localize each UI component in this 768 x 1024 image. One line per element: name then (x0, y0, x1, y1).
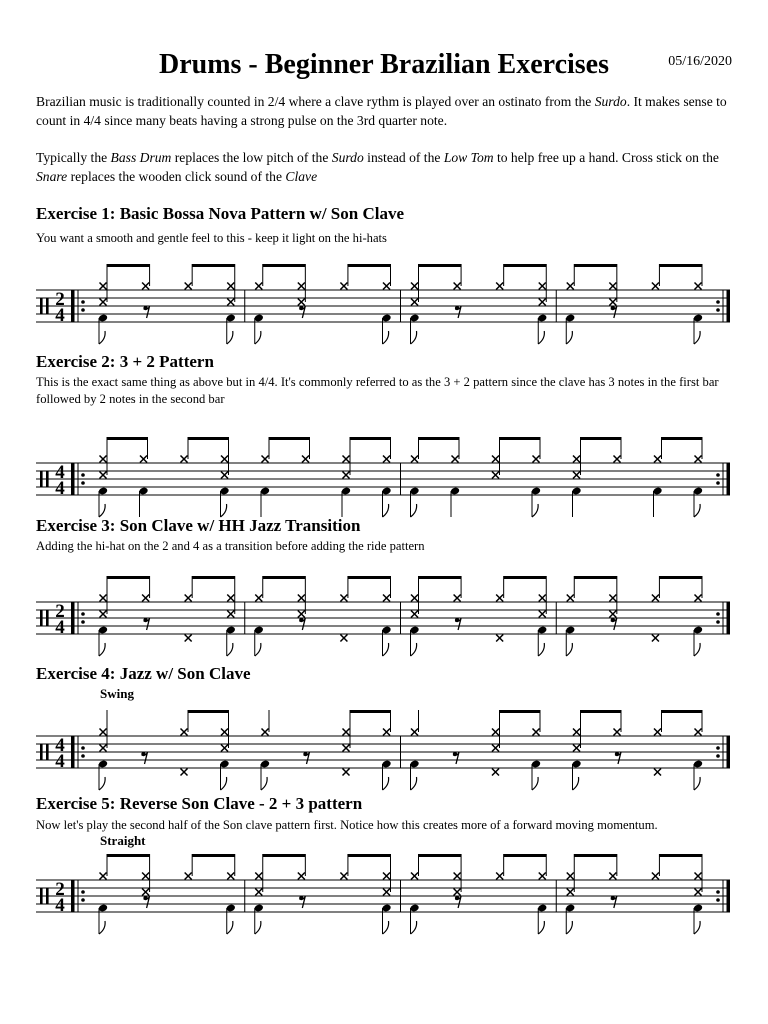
note-flag (411, 331, 417, 344)
exercise-3-label: Exercise 3: (36, 516, 116, 535)
note-beam (504, 576, 547, 579)
italic-term: Low Tom (443, 150, 494, 165)
note-beam (350, 710, 391, 713)
exercise-1-description: You want a smooth and gentle feel to this - keep it light on the hi-hats (36, 231, 387, 245)
note-beam (348, 854, 391, 857)
note-flag (566, 643, 572, 656)
end-repeat-bar (727, 736, 731, 768)
end-repeat-bar (727, 290, 731, 322)
exercise-1-drum-staff (0, 240, 768, 340)
percussion-clef (46, 471, 49, 487)
note-beam (192, 854, 235, 857)
time-signature-top: 4 (55, 462, 65, 483)
note-flag (383, 643, 389, 656)
time-signature-bottom: 4 (55, 751, 65, 772)
exercise-1-title: Basic Bossa Nova Pattern w/ Son Clave (119, 204, 404, 223)
exercise-1-heading (36, 204, 404, 224)
note-beam (500, 710, 541, 713)
exercise-5-heading (36, 794, 362, 814)
percussion-clef (40, 888, 43, 904)
exercise-3-title: Son Clave w/ HH Jazz Transition (119, 516, 361, 535)
time-signature-top: 2 (55, 879, 65, 900)
note-flag (532, 504, 538, 517)
note-flag (694, 777, 700, 790)
end-repeat-bar (727, 463, 731, 495)
note-beam (574, 576, 617, 579)
start-repeat-bar (71, 880, 75, 912)
note-beam (419, 264, 462, 267)
percussion-clef (46, 298, 49, 314)
note-beam (504, 264, 547, 267)
start-repeat-bar (71, 736, 75, 768)
note-flag (383, 777, 389, 790)
page-title: Drums - Beginner Brazilian Exercises (158, 48, 610, 80)
exercise-3-drum-staff (0, 552, 768, 652)
note-beam (662, 437, 703, 440)
note-flag (411, 504, 417, 517)
exercise-4-drum-staff (0, 686, 768, 786)
note-beam (263, 264, 306, 267)
end-repeat-bar (727, 602, 731, 634)
percussion-clef (40, 744, 43, 760)
note-beam (348, 264, 391, 267)
note-flag (221, 777, 227, 790)
time-signature-top: 2 (55, 601, 65, 622)
percussion-clef (40, 298, 43, 314)
exercise-2-description: This is the exact same thing as above but in 4/4. It's commonly referred to as the 3 + 2 pattern since the clave has 3 notes in the first bar followed by 2 notes in the second bar (36, 375, 719, 406)
note-beam (107, 854, 150, 857)
note-beam (188, 437, 229, 440)
repeat-dot (81, 308, 85, 312)
note-flag (411, 921, 417, 934)
note-flag (694, 504, 700, 517)
repeat-dot (716, 890, 720, 894)
note-flag (383, 331, 389, 344)
text-run: replaces the low pitch of the (171, 150, 332, 165)
percussion-clef (46, 888, 49, 904)
note-beam (659, 576, 702, 579)
page-date: 05/16/2020 (668, 54, 732, 69)
exercise-5-tempo: Straight (100, 833, 146, 848)
note-flag (538, 921, 544, 934)
note-flag (99, 643, 105, 656)
note-flag (694, 921, 700, 934)
exercise-4-label: Exercise 4: (36, 664, 116, 683)
note-flag (573, 777, 579, 790)
time-signature-bottom: 4 (55, 305, 65, 326)
repeat-dot (716, 898, 720, 902)
exercise-2-drum-staff (0, 413, 768, 513)
exercise-4-tempo: Swing (100, 686, 134, 701)
exercise-2-title: 3 + 2 Pattern (119, 352, 214, 371)
repeat-dot (716, 481, 720, 485)
repeat-dot (81, 746, 85, 750)
note-flag (566, 331, 572, 344)
repeat-dot (716, 620, 720, 624)
start-repeat-bar (71, 602, 75, 634)
note-beam (419, 437, 460, 440)
note-beam (662, 710, 703, 713)
percussion-clef (46, 744, 49, 760)
exercise-5-drum-staff (0, 830, 768, 930)
exercise-5-label: Exercise 5: (36, 794, 116, 813)
start-repeat-bar (71, 463, 75, 495)
repeat-dot (81, 612, 85, 616)
note-flag (411, 777, 417, 790)
note-flag (566, 921, 572, 934)
note-flag (538, 643, 544, 656)
note-flag (255, 643, 261, 656)
note-flag (99, 331, 105, 344)
time-signature-bottom: 4 (55, 895, 65, 916)
time-signature-top: 2 (55, 289, 65, 310)
text-run: instead of the (363, 150, 444, 165)
note-beam (192, 264, 235, 267)
text-run: replaces the wooden click sound of the (67, 169, 286, 184)
note-flag (255, 331, 261, 344)
time-signature-top: 4 (55, 735, 65, 756)
repeat-dot (81, 481, 85, 485)
time-signature-bottom: 4 (55, 478, 65, 499)
exercise-5-description: Now let's play the second half of the Son clave pattern first. Notice how this creates more of a forward moving momentum. (36, 818, 658, 832)
note-beam (107, 264, 150, 267)
italic-term: Surdo (594, 94, 627, 109)
note-beam (504, 854, 547, 857)
italic-term: Bass Drum (110, 150, 172, 165)
note-flag (255, 921, 261, 934)
end-repeat-bar (727, 880, 731, 912)
repeat-dot (81, 890, 85, 894)
note-beam (659, 854, 702, 857)
note-flag (99, 921, 105, 934)
note-beam (419, 854, 462, 857)
repeat-dot (716, 300, 720, 304)
note-flag (694, 331, 700, 344)
note-beam (348, 576, 391, 579)
start-repeat-bar (71, 290, 75, 322)
note-flag (694, 643, 700, 656)
text-run: Typically the (36, 150, 111, 165)
note-beam (574, 264, 617, 267)
note-beam (107, 576, 150, 579)
note-beam (263, 576, 306, 579)
note-flag (227, 921, 233, 934)
exercise-2-label: Exercise 2: (36, 352, 116, 371)
note-beam (188, 710, 229, 713)
repeat-dot (81, 620, 85, 624)
italic-term: Clave (285, 169, 318, 184)
note-beam (263, 854, 306, 857)
note-beam (574, 854, 617, 857)
note-flag (538, 331, 544, 344)
note-flag (383, 504, 389, 517)
repeat-dot (81, 300, 85, 304)
exercise-4-title: Jazz w/ Son Clave (119, 664, 251, 683)
repeat-dot (81, 898, 85, 902)
percussion-clef (40, 610, 43, 626)
exercise-2-heading (36, 352, 214, 372)
text-run: . It makes sense to count in 4/4 since many beats having a strong pulse on the 3rd quarter note. (36, 94, 727, 128)
note-flag (383, 921, 389, 934)
percussion-clef (40, 471, 43, 487)
note-flag (411, 643, 417, 656)
exercise-1-label: Exercise 1: (36, 204, 116, 223)
repeat-dot (716, 308, 720, 312)
repeat-dot (716, 612, 720, 616)
note-flag (261, 777, 267, 790)
text-run: Brazilian music is traditionally counted in 2/4 where a clave rythm is played over an ostinato from the (36, 94, 595, 109)
percussion-clef (46, 610, 49, 626)
note-beam (581, 437, 622, 440)
note-beam (269, 437, 310, 440)
note-flag (227, 643, 233, 656)
italic-term: Surdo (331, 150, 364, 165)
italic-term: Snare (36, 169, 68, 184)
intro-paragraph-2 (36, 148, 748, 186)
repeat-dot (81, 754, 85, 758)
exercise-3-heading (36, 516, 360, 536)
note-beam (192, 576, 235, 579)
note-beam (581, 710, 622, 713)
exercise-4-heading (36, 664, 251, 684)
note-beam (419, 576, 462, 579)
repeat-dot (716, 746, 720, 750)
exercise-3-description: Adding the hi-hat on the 2 and 4 as a transition before adding the ride pattern (36, 539, 425, 553)
note-flag (227, 331, 233, 344)
note-beam (500, 437, 541, 440)
repeat-dot (716, 473, 720, 477)
note-beam (107, 437, 148, 440)
time-signature-bottom: 4 (55, 617, 65, 638)
note-beam (350, 437, 391, 440)
repeat-dot (716, 754, 720, 758)
exercise-5-title: Reverse Son Clave - 2 + 3 pattern (119, 794, 363, 813)
note-flag (532, 777, 538, 790)
repeat-dot (81, 473, 85, 477)
text-run: to help free up a hand. Cross stick on the (493, 150, 719, 165)
intro-paragraph-1 (36, 92, 748, 130)
note-beam (659, 264, 702, 267)
note-flag (99, 777, 105, 790)
